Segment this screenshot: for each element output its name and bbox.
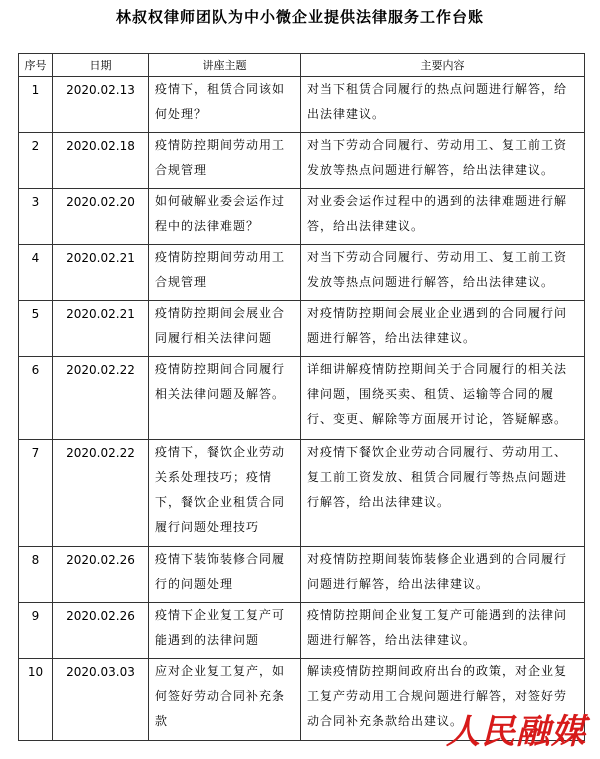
table-row <box>19 245 585 301</box>
cell-no: 2 <box>19 133 53 189</box>
cell-topic: 应对企业复工复产，如何签好劳动合同补充条款 <box>149 659 301 741</box>
header-topic: 讲座主题 <box>149 54 301 77</box>
cell-date: 2020.02.22 <box>53 357 149 440</box>
cell-topic: 疫情下企业复工复产可能遇到的法律问题 <box>149 603 301 659</box>
cell-no: 6 <box>19 357 53 440</box>
cell-content: 对业委会运作过程中的遇到的法律难题进行解答，给出法律建议。 <box>301 189 585 245</box>
work-ledger-table <box>18 53 585 741</box>
cell-date: 2020.02.26 <box>53 603 149 659</box>
table-row <box>19 357 585 440</box>
cell-no: 4 <box>19 245 53 301</box>
header-date: 日期 <box>53 54 149 77</box>
cell-no: 10 <box>19 659 53 741</box>
table-row <box>19 440 585 547</box>
cell-content: 对当下劳动合同履行、劳动用工、复工前工资发放等热点问题进行解答，给出法律建议。 <box>301 133 585 189</box>
cell-no: 7 <box>19 440 53 547</box>
cell-topic: 疫情防控期间会展业合同履行相关法律问题 <box>149 301 301 357</box>
cell-content: 疫情防控期间企业复工复产可能遇到的法律问题进行解答，给出法律建议。 <box>301 603 585 659</box>
header-content: 主要内容 <box>301 54 585 77</box>
cell-topic: 疫情下，餐饮企业劳动关系处理技巧；疫情下，餐饮企业租赁合同履行问题处理技巧 <box>149 440 301 547</box>
table-row <box>19 603 585 659</box>
cell-content: 对疫情下餐饮企业劳动合同履行、劳动用工、复工前工资发放、租赁合同履行等热点问题进行解答，给出法律建议。 <box>301 440 585 547</box>
cell-date: 2020.02.20 <box>53 189 149 245</box>
cell-topic: 疫情下装饰装修合同履行的问题处理 <box>149 547 301 603</box>
watermark-logo: 人民融媒 <box>446 712 586 752</box>
cell-topic: 疫情防控期间合同履行相关法律问题及解答。 <box>149 357 301 440</box>
cell-content: 解读疫情防控期间政府出台的政策，对企业复工复产劳动用工合规问题进行解答，对签好劳动合同补充条款给出建议。 <box>301 659 585 741</box>
cell-content: 对疫情防控期间装饰装修企业遇到的合同履行问题进行解答，给出法律建议。 <box>301 547 585 603</box>
table-row <box>19 77 585 133</box>
cell-date: 2020.02.26 <box>53 547 149 603</box>
cell-date: 2020.02.22 <box>53 440 149 547</box>
table-row <box>19 133 585 189</box>
cell-content: 对当下劳动合同履行、劳动用工、复工前工资发放等热点问题进行解答，给出法律建议。 <box>301 245 585 301</box>
cell-no: 5 <box>19 301 53 357</box>
cell-date: 2020.03.03 <box>53 659 149 741</box>
cell-no: 8 <box>19 547 53 603</box>
cell-date: 2020.02.13 <box>53 77 149 133</box>
cell-content: 对疫情防控期间会展业企业遇到的合同履行问题进行解答，给出法律建议。 <box>301 301 585 357</box>
cell-date: 2020.02.21 <box>53 301 149 357</box>
cell-date: 2020.02.21 <box>53 245 149 301</box>
cell-topic: 如何破解业委会运作过程中的法律难题？ <box>149 189 301 245</box>
table-row <box>19 189 585 245</box>
cell-no: 1 <box>19 77 53 133</box>
cell-topic: 疫情下，租赁合同该如何处理？ <box>149 77 301 133</box>
cell-date: 2020.02.18 <box>53 133 149 189</box>
cell-no: 3 <box>19 189 53 245</box>
table-header-row <box>19 54 585 77</box>
table-row <box>19 301 585 357</box>
table-row <box>19 547 585 603</box>
cell-no: 9 <box>19 603 53 659</box>
page-title: 林叔权律师团队为中小微企业提供法律服务工作台账 <box>115 8 484 26</box>
cell-content: 详细讲解疫情防控期间关于合同履行的相关法律问题，围绕买卖、租赁、运输等合同的履行、变更、解除等方面展开讨论，答疑解惑。 <box>301 357 585 440</box>
cell-topic: 疫情防控期间劳动用工合规管理 <box>149 245 301 301</box>
cell-topic: 疫情防控期间劳动用工合规管理 <box>149 133 301 189</box>
header-no: 序号 <box>19 54 53 77</box>
cell-content: 对当下租赁合同履行的热点问题进行解答，给出法律建议。 <box>301 77 585 133</box>
